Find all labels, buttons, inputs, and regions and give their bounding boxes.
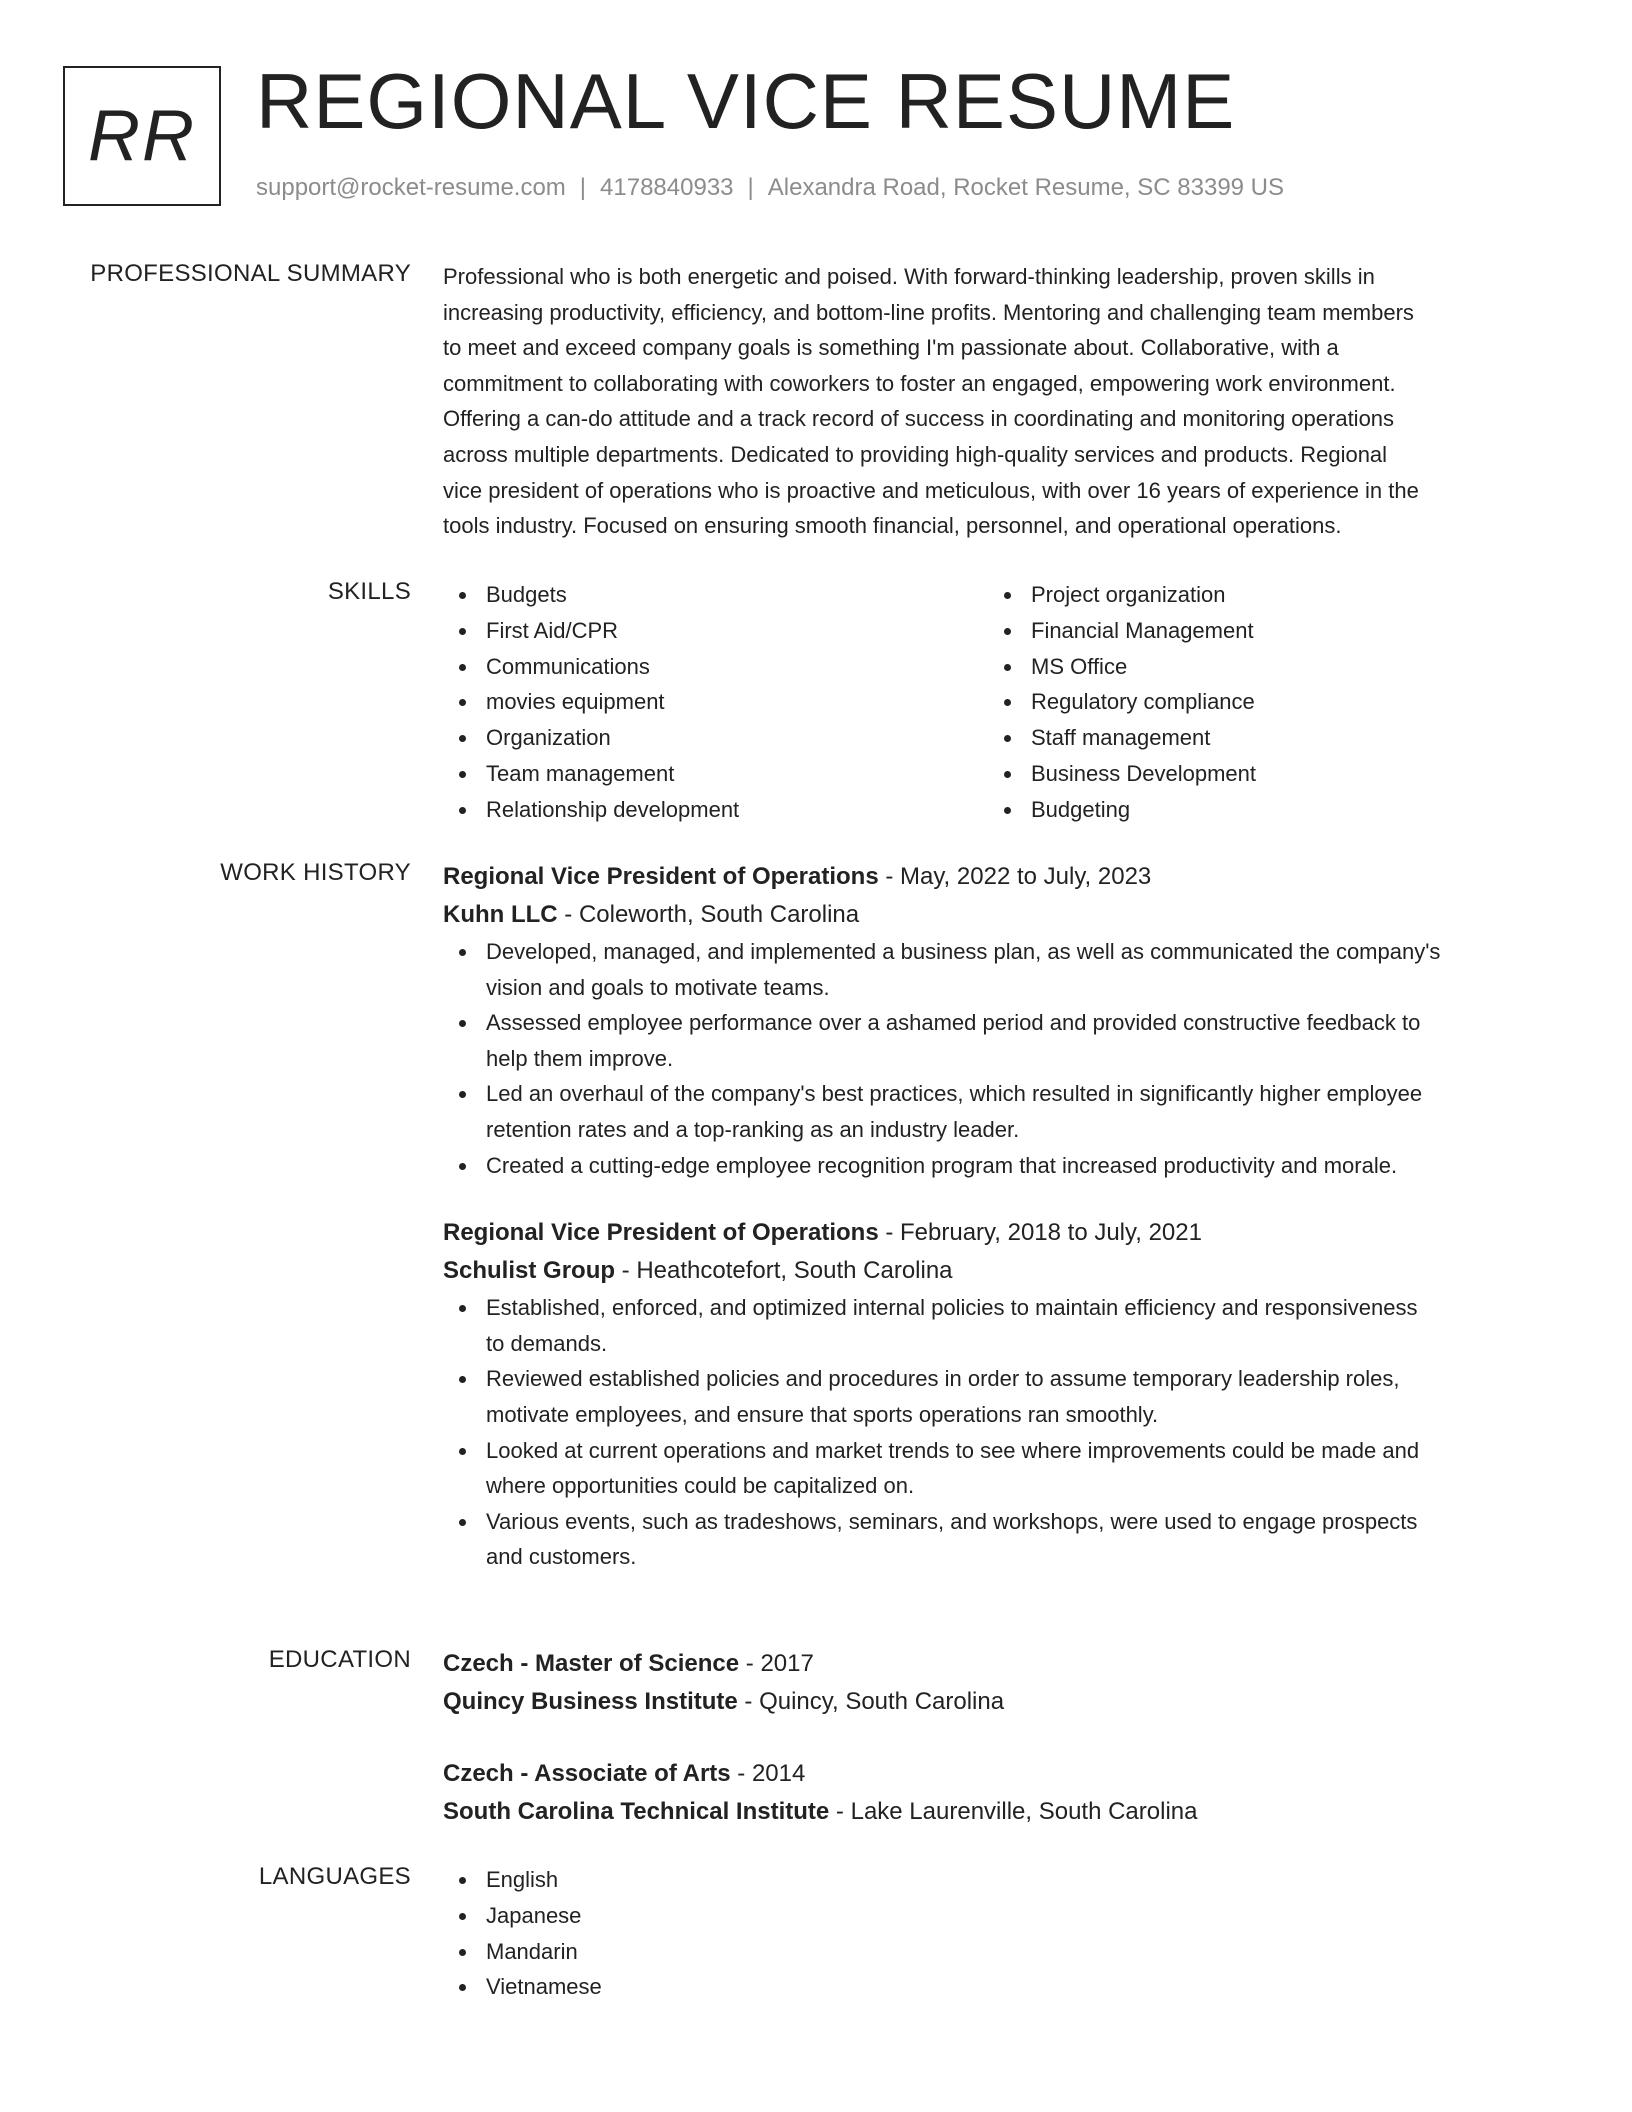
skill-item: Communications <box>443 649 988 685</box>
skill-item: Staff management <box>988 720 1533 756</box>
degree-year: - 2014 <box>730 1760 806 1787</box>
language-item: Mandarin <box>443 1934 1553 1970</box>
job-bullet <box>443 1433 1553 1504</box>
summary-line: commitment to collaborating with coworkers to foster an engaged, empowering work environment. <box>443 370 1396 396</box>
section-heading: LANGUAGES <box>258 1863 411 1890</box>
job-company: Schulist Group <box>443 1257 616 1285</box>
job-bullet <box>443 1148 1553 1184</box>
job-company-line <box>443 896 1553 934</box>
skills-list-left <box>443 577 988 828</box>
job-bullet <box>443 1290 1553 1361</box>
education-entry <box>443 1755 1553 1831</box>
degree: Czech - Associate of Arts <box>443 1760 731 1787</box>
bullet-line: retention rates and a top-ranking as an industry leader. <box>486 1116 1020 1142</box>
school: South Carolina Technical Institute <box>443 1798 830 1825</box>
summary-line: across multiple departments. Dedicated to providing high-quality services and products. Regional <box>443 441 1388 467</box>
skill-item: Project organization <box>988 577 1533 613</box>
monogram-logo: RR <box>63 66 221 206</box>
summary-line: Professional who is both energetic and poised. With forward-thinking leadership, proven skills in <box>443 264 1375 289</box>
school-location: - Quincy, South Carolina <box>737 1688 1005 1715</box>
summary-line: to meet and exceed company goals is something I'm passionate about. Collaborative, with a <box>443 335 1339 361</box>
bullet-line: Developed, managed, and implemented a business plan, as well as communicated the company's <box>486 939 1441 964</box>
summary-body <box>443 259 1553 544</box>
school: Quincy Business Institute <box>443 1688 738 1715</box>
degree-year: - 2017 <box>739 1650 814 1677</box>
job-bullet <box>443 934 1553 1005</box>
contact-address: Alexandra Road, Rocket Resume, SC 83399 US <box>767 174 1285 201</box>
job-bullet <box>443 1076 1553 1147</box>
bullet-line: Looked at current operations and market trends to see where improvements could be made and <box>486 1437 1420 1463</box>
section-heading: WORK HISTORY <box>220 859 411 886</box>
job-title-line <box>443 858 1553 896</box>
skill-item: First Aid/CPR <box>443 613 988 649</box>
job-bullets <box>443 934 1553 1183</box>
job-title: Regional Vice President of Operations <box>443 1219 879 1247</box>
summary-line: Offering a can-do attitude and a track record of success in coordinating and monitoring operations <box>443 406 1395 432</box>
summary-text <box>443 259 1553 544</box>
bullet-line: and customers. <box>486 1544 637 1570</box>
bullet-line: Various events, such as tradeshows, seminars, and workshops, were used to engage prospects <box>486 1508 1418 1534</box>
skills-list-right <box>988 577 1533 828</box>
skill-item: MS Office <box>988 649 1533 685</box>
job-entry <box>443 1214 1553 1575</box>
contact-email: support@rocket-resume.com <box>256 174 566 201</box>
section-heading: EDUCATION <box>268 1646 411 1673</box>
job-bullet <box>443 1005 1553 1076</box>
summary-line: increasing productivity, efficiency, and bottom-line profits. Mentoring and challenging team members <box>443 299 1414 325</box>
bullet-line: vision and goals to motivate teams. <box>486 974 830 1000</box>
work-history-body <box>443 858 1553 1575</box>
education-entry <box>443 1645 1553 1721</box>
job-company-line <box>443 1252 1553 1290</box>
job-bullets <box>443 1290 1553 1575</box>
bullet-line: help them improve. <box>486 1045 674 1071</box>
job-bullet <box>443 1504 1553 1575</box>
skill-item: Business Development <box>988 756 1533 792</box>
job-location: - Heathcotefort, South Carolina <box>615 1257 953 1285</box>
bullet-line: where opportunities could be capitalized on. <box>486 1473 915 1499</box>
language-item: English <box>443 1862 1553 1898</box>
section-heading: SKILLS <box>327 578 411 605</box>
skills-body <box>443 577 1553 828</box>
contact-line <box>256 174 1284 202</box>
job-entry <box>443 858 1553 1183</box>
skill-item: movies equipment <box>443 684 988 720</box>
bullet-line: to demands. <box>486 1330 608 1356</box>
skill-item: Regulatory compliance <box>988 684 1533 720</box>
job-location: - Coleworth, South Carolina <box>557 901 860 928</box>
contact-separator: | <box>747 174 754 201</box>
job-title-line <box>443 1214 1553 1252</box>
section-heading: PROFESSIONAL SUMMARY <box>90 260 411 287</box>
bullet-line: Assessed employee performance over a ashamed period and provided constructive feedback to <box>486 1010 1421 1036</box>
job-company: Kuhn LLC <box>443 901 558 928</box>
degree: Czech - Master of Science <box>443 1650 740 1677</box>
summary-line: vice president of operations who is proactive and meticulous, with over 16 years of experience in the <box>443 477 1419 503</box>
job-dates: - February, 2018 to July, 2021 <box>878 1219 1202 1247</box>
education-body <box>443 1645 1553 1831</box>
skill-item: Team management <box>443 756 988 792</box>
bullet-line: motivate employees, and ensure that sports operations ran smoothly. <box>486 1401 1159 1427</box>
bullet-line: Created a cutting-edge employee recognition program that increased productivity and morale. <box>486 1152 1398 1178</box>
resume-title: REGIONAL VICE RESUME <box>256 57 1236 145</box>
bullet-line: Reviewed established policies and procedures in order to assume temporary leadership roles, <box>486 1366 1400 1392</box>
contact-phone: 4178840933 <box>600 174 734 201</box>
skill-item: Financial Management <box>988 613 1533 649</box>
job-bullet <box>443 1361 1553 1432</box>
school-location: - Lake Laurenville, South Carolina <box>829 1798 1198 1825</box>
job-dates: - May, 2022 to July, 2023 <box>878 863 1152 890</box>
skill-item: Budgeting <box>988 792 1533 828</box>
bullet-line: Led an overhaul of the company's best practices, which resulted in significantly higher employee <box>486 1081 1423 1107</box>
contact-separator: | <box>579 174 587 201</box>
degree-line <box>443 1755 1553 1793</box>
bullet-line: Established, enforced, and optimized internal policies to maintain efficiency and responsiveness <box>486 1295 1418 1321</box>
school-line <box>443 1793 1553 1831</box>
school-line <box>443 1683 1553 1721</box>
skill-item: Budgets <box>443 577 988 613</box>
summary-line: tools industry. Focused on ensuring smooth financial, personnel, and operational operations. <box>443 513 1342 539</box>
languages-list <box>443 1862 1553 2005</box>
skill-item: Organization <box>443 720 988 756</box>
skill-item: Relationship development <box>443 792 988 828</box>
languages-body <box>443 1862 1553 2005</box>
job-title: Regional Vice President of Operations <box>443 863 879 890</box>
language-item: Vietnamese <box>443 1969 1553 2005</box>
degree-line <box>443 1645 1553 1683</box>
language-item: Japanese <box>443 1898 1553 1934</box>
